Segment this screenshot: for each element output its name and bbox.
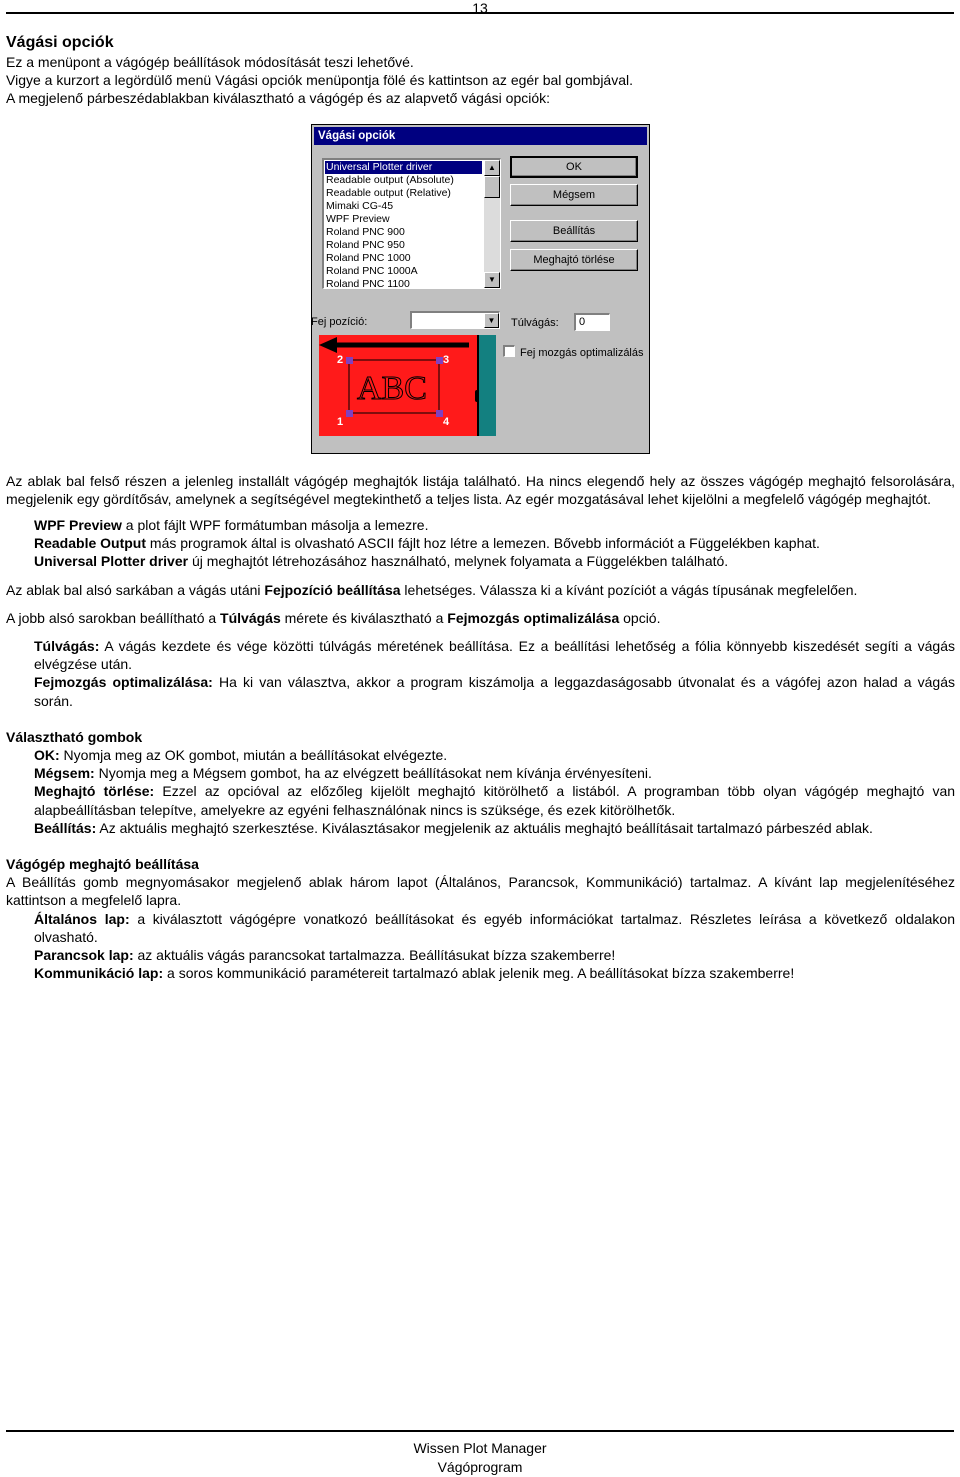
page-content bbox=[6, 33, 955, 982]
driver-list-item[interactable]: Readable output (Absolute) bbox=[326, 173, 454, 186]
text: a soros kommunikáció paramétereit tartalmazó ablak jelenik meg. A beállításokat bízza szakemberre! bbox=[163, 965, 795, 982]
page-number: 13 bbox=[472, 0, 488, 16]
driver-section-intro: A Beállítás gomb megnyomásakor megjelenő ablak három lapot (Általános, Parancsok, Kommunikáció) tartalmaz. A kívánt lap megjelenítéséhez kattintson a megfelelő lapra. bbox=[6, 874, 955, 909]
text: mérete és kiválasztható a bbox=[280, 609, 448, 626]
corner-number-2: 2 bbox=[337, 353, 344, 366]
overcut-input[interactable]: 0 bbox=[574, 313, 610, 331]
settings-button[interactable]: Beállítás bbox=[510, 220, 638, 242]
text: a kiválasztott vágógépre vonatkozó beállításokat és egyéb információkat tartalmaz. Részletes leírása a következő oldalakon olvasható. bbox=[34, 910, 955, 945]
driver-list-item[interactable]: Roland PNC 950 bbox=[326, 238, 405, 251]
general-tab-description bbox=[34, 910, 955, 946]
driver-section-title: Vágógép meghajtó beállítása bbox=[6, 856, 199, 873]
term: Túlvágás bbox=[220, 609, 281, 626]
driver-list-item[interactable]: WPF Preview bbox=[326, 212, 390, 225]
corner-number-3: 3 bbox=[443, 353, 450, 366]
footer-rule bbox=[6, 1430, 954, 1432]
text: Ha ki van választva, akkor a program kiszámolja a leggazdaságosabb útvonalat és a vágófej azon halad a vágás során. bbox=[34, 674, 956, 709]
driver-list-item[interactable]: Roland PNC 900 bbox=[326, 225, 405, 238]
overcut-label: Túlvágás: bbox=[511, 316, 559, 329]
scroll-thumb[interactable] bbox=[484, 176, 500, 198]
driver-list-item[interactable]: Readable output (Relative) bbox=[326, 186, 451, 199]
term: Általános lap: bbox=[34, 910, 130, 927]
section-title: Vágási opciók bbox=[6, 34, 114, 51]
driver-listbox[interactable] bbox=[322, 158, 501, 289]
option-descriptions bbox=[6, 637, 955, 710]
tab-descriptions bbox=[6, 910, 955, 983]
driver-list-item[interactable]: Roland PNC 1000A bbox=[326, 264, 418, 277]
buttons-section-title: Választható gombok bbox=[6, 728, 143, 745]
text: lehetséges. Válassza ki a kívánt pozíciót a vágás típusának megfelelően. bbox=[400, 581, 858, 598]
term: Kommunikáció lap: bbox=[34, 965, 164, 982]
dialog-title: Vágási opciók bbox=[314, 127, 647, 145]
delete-driver-button[interactable]: Meghajtó törlése bbox=[510, 249, 638, 271]
cancel-description bbox=[34, 764, 955, 782]
head-optimize-checkbox[interactable] bbox=[503, 345, 515, 357]
paragraph-head-position bbox=[6, 581, 955, 599]
chevron-down-icon[interactable]: ▼ bbox=[484, 313, 499, 328]
header-rule bbox=[6, 12, 954, 14]
handle-square bbox=[436, 410, 443, 417]
driver-list-item[interactable]: Universal Plotter driver bbox=[325, 161, 482, 174]
footer-line-1: Wissen Plot Manager bbox=[413, 1440, 547, 1456]
term: OK: bbox=[34, 747, 60, 764]
overcut-description bbox=[34, 637, 955, 673]
head-position-preview[interactable] bbox=[319, 335, 496, 436]
wpf-text: a plot fájlt WPF formátumban másolja a lemezre. bbox=[121, 517, 429, 534]
handle-square bbox=[346, 410, 353, 417]
readable-text: más programok által is olvasható ASCII fájlt hoz létre a lemezen. Bővebb információt a Függelékben kaphat. bbox=[146, 535, 820, 552]
delete-description bbox=[6, 782, 955, 818]
paragraph-overcut bbox=[6, 609, 955, 627]
corner-number-1: 1 bbox=[337, 415, 344, 428]
settings-description bbox=[34, 819, 955, 837]
footer-line-2: Vágóprogram bbox=[437, 1459, 523, 1475]
text: opció. bbox=[619, 609, 661, 626]
scroll-up-icon[interactable]: ▲ bbox=[484, 160, 500, 176]
head-position-select[interactable] bbox=[410, 311, 500, 329]
driver-descriptions bbox=[6, 516, 955, 571]
corner-number-4: 4 bbox=[443, 415, 450, 428]
universal-term: Universal Plotter driver bbox=[34, 553, 189, 570]
text: az aktuális vágás parancsokat tartalmazza. Beállításukat bízza szakemberre! bbox=[133, 947, 616, 964]
driver-list-item[interactable]: Roland PNC 1000 bbox=[326, 251, 411, 264]
text: Ezzel az opcióval az előzőleg kijelölt meghajtó kitörölhető a listából. A programban több olyan vágógép meghajtó van alapbeállításban telepítve, amelyekre az egyéni felhasználónak nincs is szüksége, és ezek kitörölhetők. bbox=[34, 783, 956, 818]
ok-button[interactable]: OK bbox=[510, 156, 638, 178]
text: Az aktuális meghajtó szerkesztése. Kiválasztásakor megjelenik az aktuális meghajtó beállításait tartalmazó párbeszéd ablak. bbox=[96, 819, 873, 836]
text: Az ablak bal alsó sarkában a vágás utáni bbox=[6, 581, 265, 598]
wpf-description bbox=[34, 516, 955, 534]
buttons-descriptions bbox=[6, 746, 955, 837]
text: Nyomja meg a Mégsem gombot, ha az elvégzett beállításokat nem kívánja érvényesíteni. bbox=[94, 765, 652, 782]
scroll-down-icon[interactable]: ▼ bbox=[484, 272, 500, 288]
ok-description bbox=[34, 746, 955, 764]
text: A vágás kezdete és vége közötti túlvágás méretének beállítása. Ez a beállítási lehetőség a fólia könnyebb kiszedését segíti a vágás elvégzése után. bbox=[34, 638, 955, 673]
term: Fejmozgás optimalizálása bbox=[447, 609, 620, 626]
universal-description bbox=[34, 552, 955, 570]
intro-line-3: A megjelenő párbeszédablakban kiválasztható a vágógép és az alapvető vágási opciók: bbox=[6, 90, 551, 107]
commands-tab-description bbox=[34, 946, 955, 964]
readable-description bbox=[34, 534, 955, 552]
term: Parancsok lap: bbox=[34, 947, 134, 964]
term: Beállítás: bbox=[34, 819, 97, 836]
intro-line-2: Vigye a kurzort a legördülő menü Vágási opciók menüpontja fölé és kattintson az egér bal gombjával. bbox=[6, 72, 634, 89]
preview-abc-text: ABC bbox=[357, 369, 427, 407]
driver-list-item[interactable]: Roland PNC 1100 bbox=[326, 277, 410, 289]
intro-line-1: Ez a menüpont a vágógép beállítások módosítását teszi lehetővé. bbox=[6, 54, 414, 70]
preview-side-strip bbox=[477, 335, 496, 436]
driver-list-scrollbar[interactable] bbox=[484, 160, 500, 288]
cancel-button[interactable]: Mégsem bbox=[510, 184, 638, 206]
communication-tab-description bbox=[34, 964, 955, 982]
term: Mégsem: bbox=[34, 765, 95, 782]
handle-square bbox=[436, 357, 443, 364]
footer bbox=[0, 1439, 960, 1477]
head-optimize-label: Fej mozgás optimalizálás bbox=[520, 346, 644, 359]
term: Fejpozíció beállítása bbox=[264, 581, 401, 598]
cutting-options-dialog bbox=[311, 124, 650, 454]
term: Fejmozgás optimalizálása: bbox=[34, 674, 213, 691]
readable-term: Readable Output bbox=[34, 535, 147, 552]
head-position-text: Fej pozíció: bbox=[311, 315, 368, 328]
head-optimize-description bbox=[34, 673, 955, 709]
term: Túlvágás: bbox=[34, 638, 100, 655]
wpf-term: WPF Preview bbox=[34, 517, 122, 534]
paragraph-driver-list: Az ablak bal felső részen a jelenleg installált vágógép meghajtók listája található. Ha nincs elegendő hely az összes vágógép meghajtó felsorolására, megjelenik egy gördítősáv, amelynek a segítségével megtekinthető a teljes lista. Az egér mozgatásával lehet kijelölni a megfelelő vágógép meghajtót. bbox=[6, 472, 955, 507]
universal-text: új meghajtót létrehozásához használható, melynek folyamata a Függelékben található. bbox=[188, 553, 729, 570]
handle-square bbox=[346, 357, 353, 364]
driver-list bbox=[325, 161, 482, 289]
text: A jobb alsó sarokban beállítható a bbox=[6, 609, 221, 626]
term: Meghajtó törlése: bbox=[34, 783, 155, 800]
driver-list-item[interactable]: Mimaki CG-45 bbox=[326, 199, 394, 212]
text: Nyomja meg az OK gombot, miután a beállításokat elvégezte. bbox=[59, 747, 448, 764]
